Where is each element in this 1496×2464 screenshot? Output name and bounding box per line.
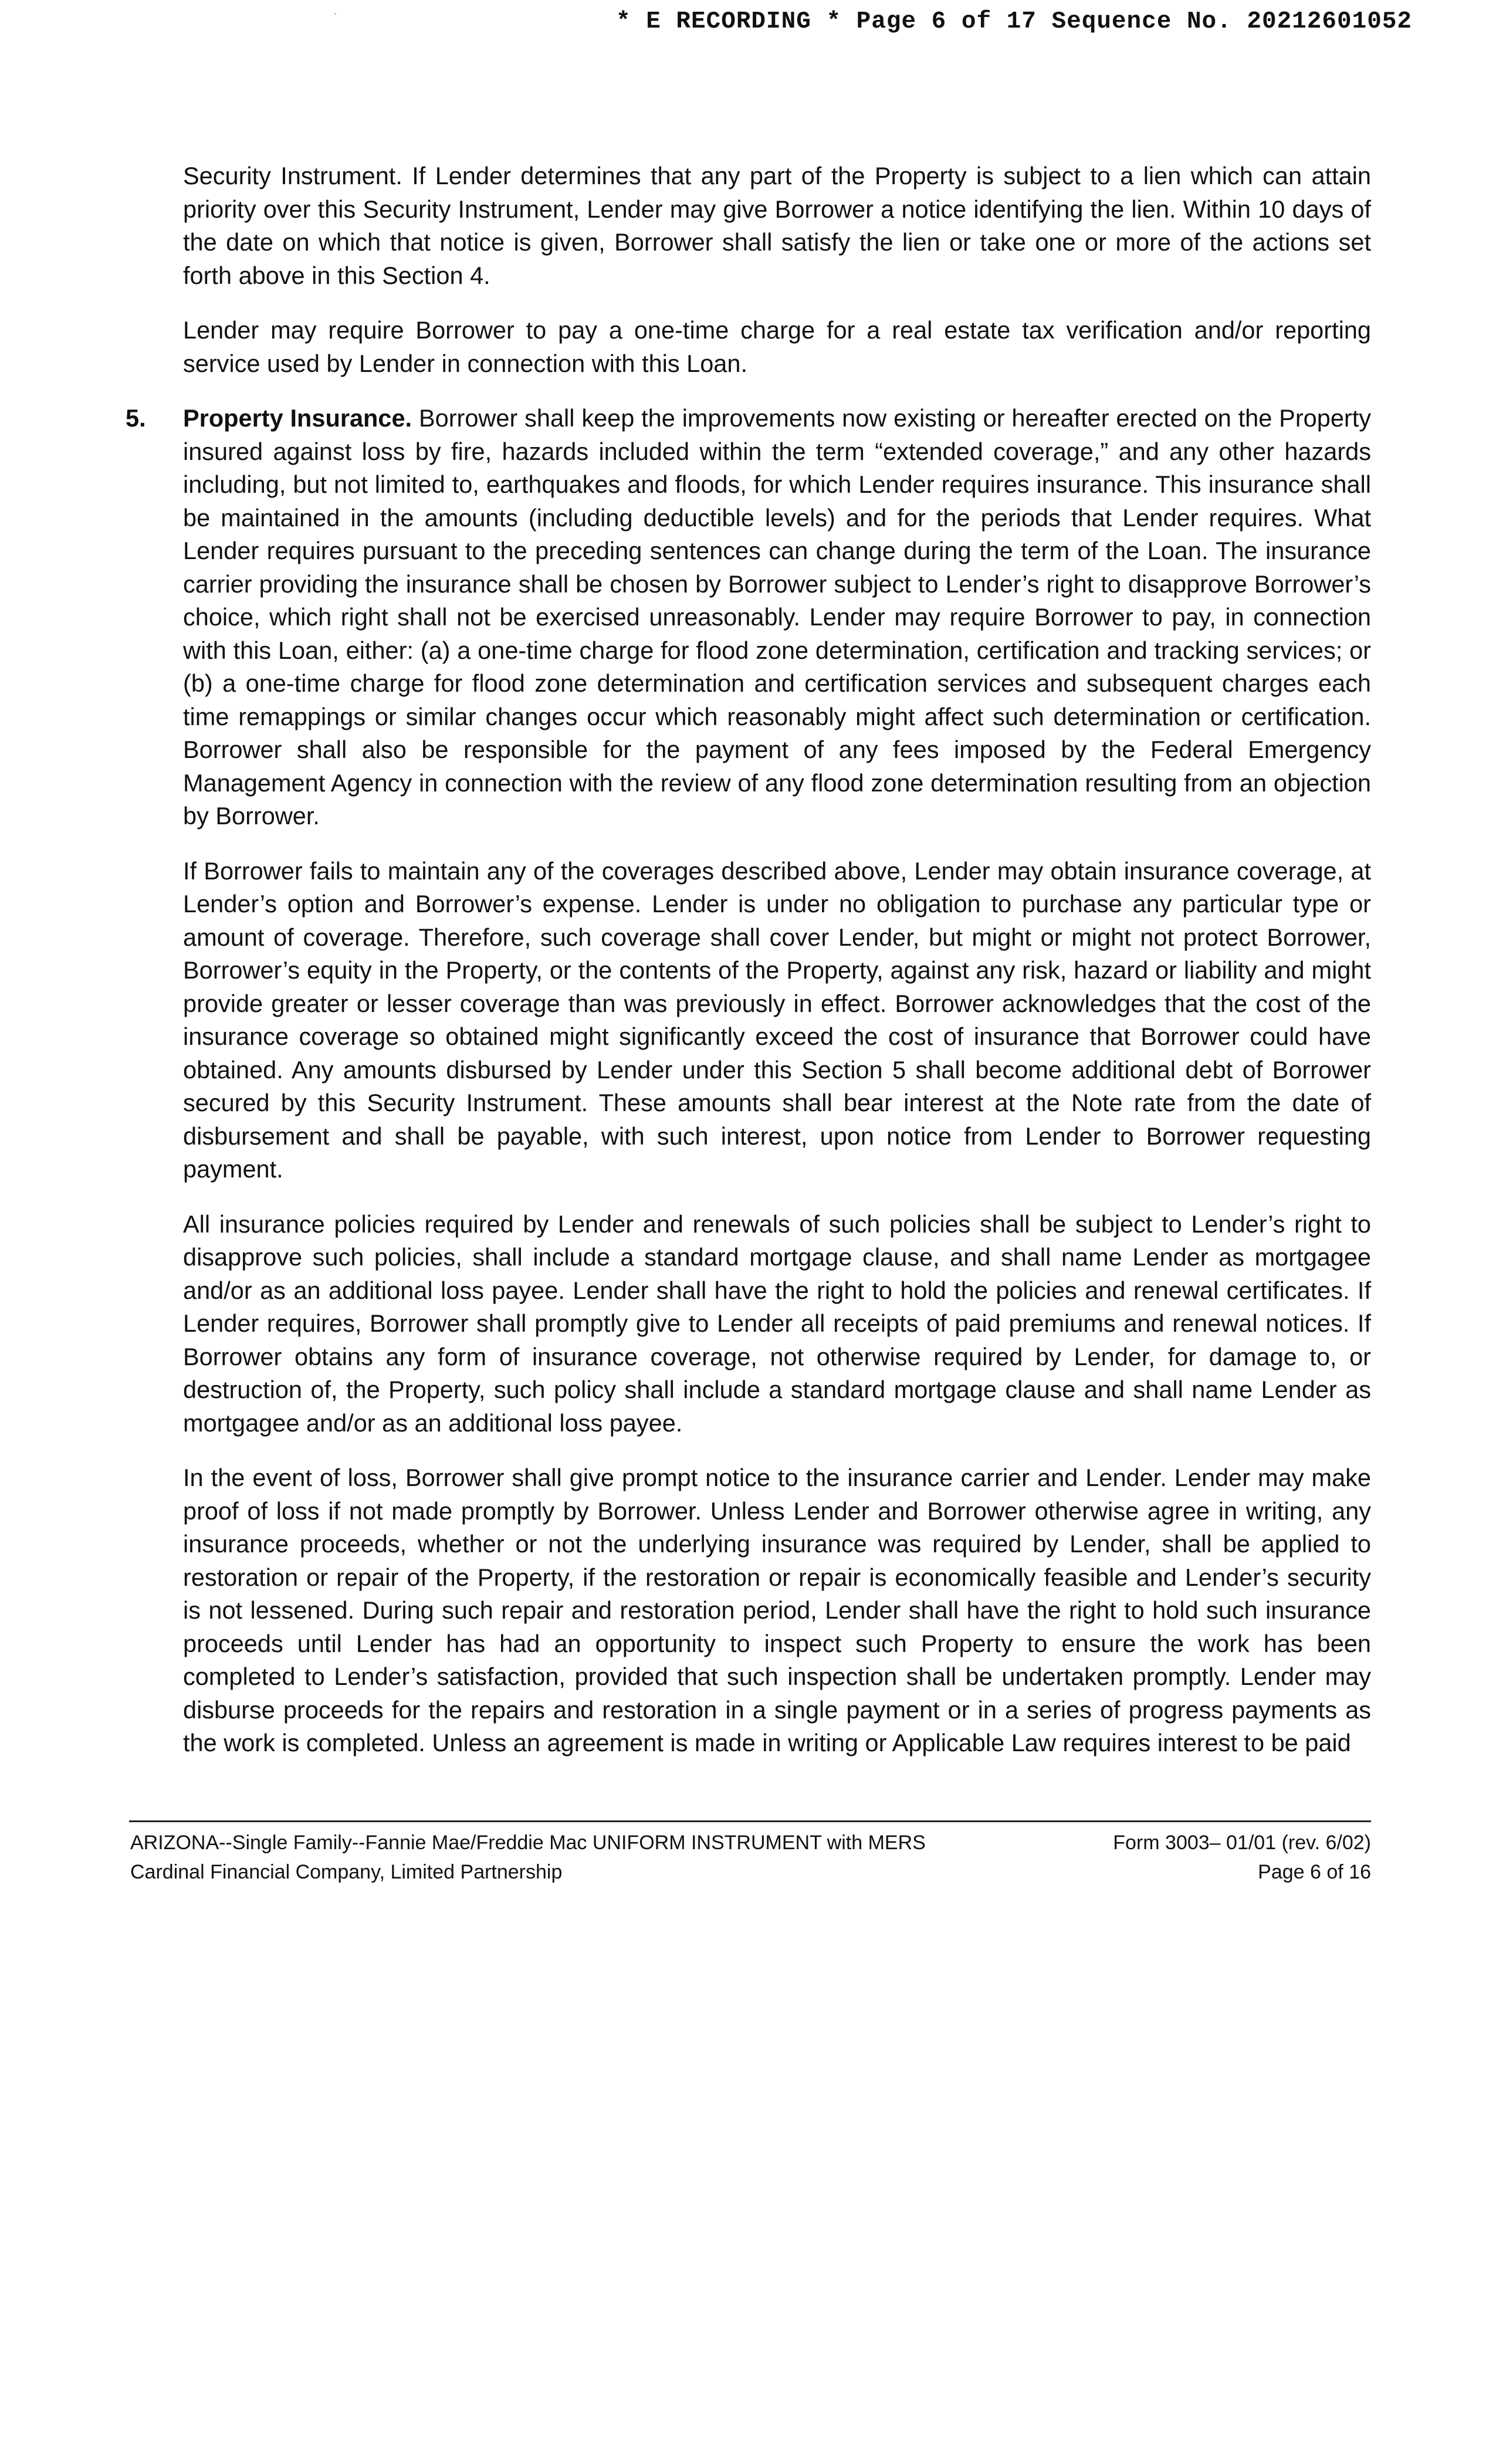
scan-speck (334, 13, 336, 15)
footer-right-block (939, 1828, 1371, 1887)
footer-divider (129, 1820, 1371, 1822)
continuation-paragraph: Security Instrument. If Lender determines that any part of the Property is subject to a lien which can attain priority over this Security Instrument, Lender may give Borrower a notice identifying the lien. Within 10 days of the date on which that notice is given, Borrower shall satisfy the lien or take one or more of the actions set forth above in this Section 4. (183, 162, 1371, 289)
page-number: Page 6 of 16 (1258, 1861, 1371, 1883)
footer-left-block (130, 1828, 926, 1887)
e-recording-header: * E RECORDING * Page 6 of 17 Sequence No. 20212601052 (616, 8, 1413, 35)
lender-company: Cardinal Financial Company, Limited Partnership (130, 1861, 563, 1883)
section-title: Property Insurance. (183, 404, 412, 432)
document-body (126, 160, 1371, 1782)
form-description: ARIZONA--Single Family--Fannie Mae/Freddie Mac UNIFORM INSTRUMENT with MERS (130, 1832, 926, 1854)
section-number: 5. (126, 404, 146, 432)
section-5-text: Borrower shall keep the improvements now existing or hereafter erected on the Property insured against loss by fire, hazards included within the term “extended coverage,” and any other hazards including, but not limited to, earthquakes and floods, for which Lender requires insurance. This insurance shall be maintained in the amounts (including deductible levels) and for the periods that Lender requires. What Lender requires pursuant to the preceding sentences can change during the term of the Loan. The insurance carrier providing the insurance shall be chosen by Borrower subject to Lender’s right to disapprove Borrower’s choice, which right shall not be exercised unreasonably. Lender may require Borrower to pay, in connection with this Loan, either: (a) a one-time charge for flood zone determination, certification and tracking services; or (b) a one-time charge for flood zone determination and certification services and subsequent charges each time remappings or similar changes occur which reasonably might affect such determination or certification. Borrower shall also be responsible for the payment of any fees imposed by the Federal Emergency Management Agency in connection with the review of any flood zone determination resulting from an objection by Borrower. (183, 404, 1371, 830)
tax-verification-paragraph: Lender may require Borrower to pay a one-time charge for a real estate tax verification and/or reporting service used by Lender in connection with this Loan. (183, 316, 1371, 377)
form-number: Form 3003– 01/01 (rev. 6/02) (1113, 1832, 1371, 1854)
event-of-loss-paragraph: In the event of loss, Borrower shall give prompt notice to the insurance carrier and Lender. Lender may make proof of loss if not made promptly by Borrower. Unless Lender and Borrower otherwise agree in writing, any insurance proceeds, whether or not the underlying insurance was required by Lender, shall be applied to restoration or repair of the Property, if the restoration or repair is economically feasible and Lender’s security is not lessened. During such repair and restoration period, Lender shall have the right to hold such insurance proceeds until Lender has had an opportunity to inspect such Property to ensure the work has been completed to Lender’s satisfaction, provided that such inspection shall be undertaken promptly. Lender may disburse proceeds for the repairs and restoration in a single payment or in a series of progress payments as the work is completed. Unless an agreement is made in writing or Applicable Law requires interest to be paid (183, 1464, 1371, 1756)
section-5-property-insurance (126, 402, 1371, 833)
failure-to-maintain-paragraph: If Borrower fails to maintain any of the coverages described above, Lender may obtain insurance coverage, at Lender’s option and Borrower’s expense. Lender is under no obligation to purchase any particular type or amount of coverage. Therefore, such coverage shall cover Lender, but might or might not protect Borrower, Borrower’s equity in the Property, or the contents of the Property, against any risk, hazard or liability and might provide greater or lesser coverage than was previously in effect. Borrower acknowledges that the cost of the insurance coverage so obtained might significantly exceed the cost of insurance that Borrower could have obtained. Any amounts disbursed by Lender under this Section 5 shall become additional debt of Borrower secured by this Security Instrument. These amounts shall bear interest at the Note rate from the date of disbursement and shall be payable, with such interest, upon notice from Lender to Borrower requesting payment. (183, 857, 1371, 1183)
section-5-paragraph (183, 402, 1371, 833)
insurance-policies-paragraph: All insurance policies required by Lender and renewals of such policies shall be subject to Lender’s right to disapprove such policies, shall include a standard mortgage clause, and shall name Lender as mortgagee and/or as an additional loss payee. Lender shall have the right to hold the policies and renewal certificates. If Lender requires, Borrower shall promptly give to Lender all receipts of paid premiums and renewal notices. If Borrower obtains any form of insurance coverage, not otherwise required by Lender, for damage to, or destruction of, the Property, such policy shall include a standard mortgage clause and shall name Lender as mortgagee and/or as an additional loss payee. (183, 1210, 1371, 1437)
